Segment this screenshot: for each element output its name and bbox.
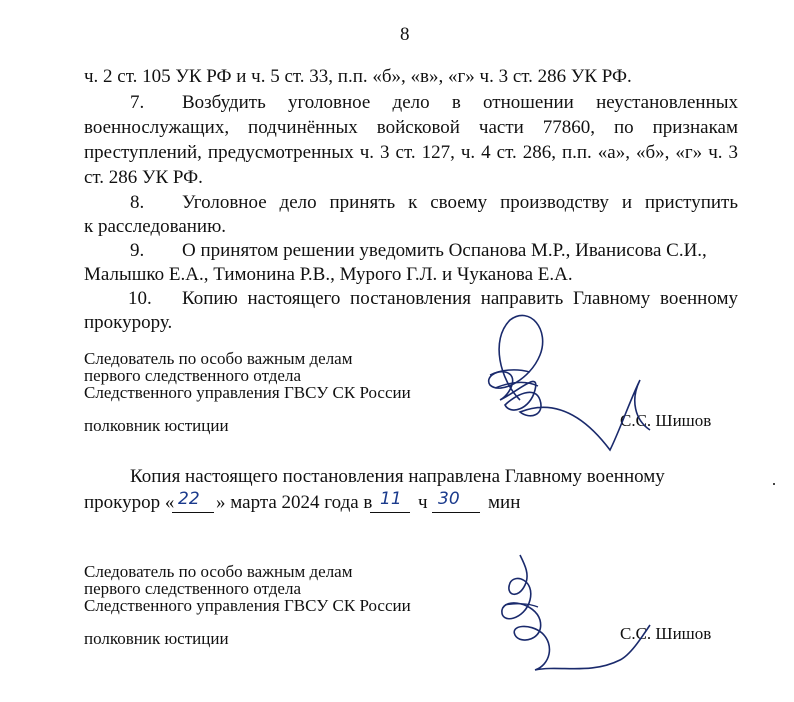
scan-speck [773,483,775,485]
hour-label: ч [418,492,428,513]
signature-image [480,545,700,695]
paragraph-line: прокурору. [84,312,173,333]
paragraph-line: преступлений, предусмотренных ч. 3 ст. 127, ч. 4 ст. 286, п.п. «а», «б», «г» ч. 3 [84,142,738,163]
word: уголовное [287,92,371,113]
paragraph-line: Копию настоящего постановления направить Главному военному [182,288,738,309]
paragraph-line: Малышко Е.А., Тимонина Р.В., Мурого Г.Л. и Чуканова Е.А. [84,264,573,285]
investigator-rank: полковник юстиции [84,416,229,435]
copy-note-mid: » марта 2024 года в [216,492,373,513]
word: неустановленных [596,92,738,113]
signature-image [460,300,660,460]
word: Возбудить [182,92,266,113]
word: отношении [483,92,574,113]
minutes-label: мин [488,492,521,513]
copy-note-prefix: прокурор « [84,492,175,513]
minutes-handwritten: 30 [438,489,460,509]
word: дело [392,92,430,113]
paragraph-line: к расследованию. [84,216,227,237]
paragraph-number: 9. [130,240,145,261]
investigator-name: С.С. Шишов [620,411,712,430]
day-handwritten: 22 [178,489,200,509]
investigator-name: С.С. Шишов [620,624,712,643]
word: в [451,92,461,113]
paragraph-number: 8. [130,192,145,213]
page-number: 8 [400,24,410,45]
hour-blank [370,512,410,513]
investigator-title: Следственного управления ГВСУ СК России [84,383,411,402]
paragraph-line: военнослужащих, подчинённых войсковой части 77860, по признакам [84,117,738,138]
investigator-title: первого следственного отдела [84,579,301,598]
paragraph-number: 7. [130,92,145,113]
hour-handwritten: 11 [380,489,402,509]
copy-note-line: Копия настоящего постановления направлена Главному военному [130,466,665,487]
paragraph-line: ст. 286 УК РФ. [84,167,203,188]
investigator-title: Следственного управления ГВСУ СК России [84,596,411,615]
paragraph-number: 10. [128,288,152,309]
paragraph-line: ч. 2 ст. 105 УК РФ и ч. 5 ст. 33, п.п. «б», «в», «г» ч. 3 ст. 286 УК РФ. [84,66,632,87]
minutes-blank [432,512,480,513]
paragraph-line: О принятом решении уведомить Оспанова М.Р., Иванисова С.И., [182,240,707,261]
investigator-rank: полковник юстиции [84,629,229,648]
paragraph-line: Уголовное дело принять к своему производству и приступить [182,192,738,213]
investigator-title: Следователь по особо важным делам [84,562,353,581]
copy-note-date-line [84,489,644,520]
paragraph-line [182,92,738,114]
investigator-title: Следователь по особо важным делам [84,349,353,368]
day-blank [172,512,214,513]
investigator-title: первого следственного отдела [84,366,301,385]
